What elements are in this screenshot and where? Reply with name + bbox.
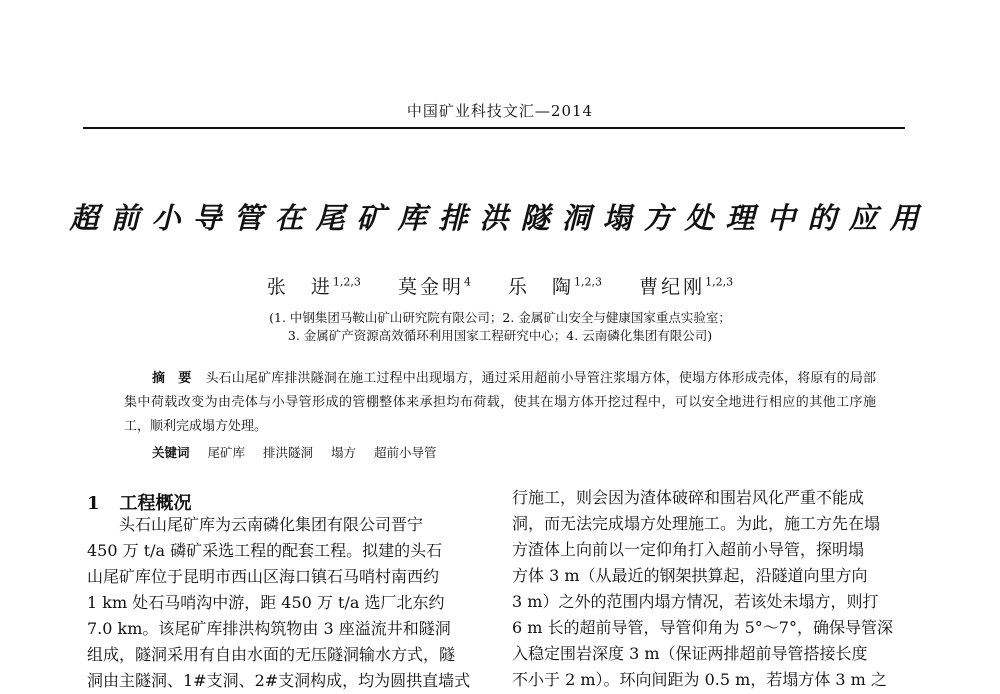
body-line: 洞由主隧洞、1#支洞、2#支洞构成，均为圆拱直墙式 (87, 671, 471, 690)
body-line: 入稳定围岩深度 3 m（保证两排超前导管搭接长度 (512, 644, 868, 663)
author-affiliation-marker: 1,2,3 (332, 275, 361, 289)
body-line: 行施工，则会因为渣体破碎和围岩风化严重不能成 (512, 488, 865, 507)
author (267, 276, 361, 298)
author (639, 276, 733, 298)
body-line: 山尾矿库位于昆明市西山区海口镇石马哨村南西约 (87, 567, 440, 586)
section-title: 工程概况 (119, 493, 192, 514)
author-list (0, 272, 1000, 299)
author (398, 276, 471, 298)
body-line: 6 m 长的超前导管，导管仰角为 5°～7°，确保导管深 (512, 618, 893, 637)
body-line: 1 km 处石马哨沟中游，距 450 万 t/a 选厂北东约 (87, 593, 445, 612)
author-affiliation-marker: 1,2,3 (705, 275, 734, 289)
body-line: 方体 3 m（从最近的钢架拱算起，沿隧道向里方向 (512, 566, 868, 585)
author-affiliation-marker: 4 (463, 275, 471, 289)
body-line: 洞，而无法完成塌方处理施工。为此，施工方先在塌 (512, 514, 881, 533)
keywords (152, 443, 451, 461)
header-rule (83, 127, 905, 129)
keyword: 尾矿库 (207, 445, 246, 460)
abstract-label: 摘 要 (152, 371, 192, 386)
body-line: 组成，隧洞采用有自由水面的无压隧洞输水方式，隧 (87, 645, 456, 664)
left-column (87, 512, 482, 694)
author-name: 曹纪刚 (639, 276, 706, 298)
right-column (512, 485, 907, 693)
body-line: 450 万 t/a 磷矿采选工程的配套工程。拟建的头石 (87, 541, 443, 560)
author-name: 张 进 (266, 276, 333, 298)
keyword: 塌方 (331, 445, 357, 460)
abstract-text: 头石山尾矿库排洪隧洞在施工过程中出现塌方，通过采用超前小导管注浆塌方体，使塌方体形成壳体，将原有的局部集中荷载改变为由壳体与小导管形成的管棚整体来承担均布荷载，使其在塌方体开挖过程中，可以安全地进行相应的其他工序施工，顺利完成塌方处理。 (124, 371, 876, 434)
keyword: 排洪隧洞 (263, 445, 314, 460)
affiliation-line: 3. 金属矿产资源高效循环利用国家工程研究中心；4. 云南磷化集团有限公司) (287, 328, 713, 343)
body-line: 7.0 km。该尾矿库排洪构筑物由 3 座溢流井和隧洞 (87, 619, 451, 638)
section-number: 1 (87, 493, 100, 514)
keywords-label: 关键词 (152, 445, 190, 460)
abstract (124, 367, 876, 439)
author-name: 莫金明 (397, 276, 464, 298)
author (508, 276, 602, 298)
affiliation-line: (1. 中钢集团马鞍山矿山研究院有限公司；2. 金属矿山安全与健康国家重点实验室； (269, 310, 731, 325)
body-line: 头石山尾矿库为云南磷化集团有限公司晋宁 (87, 515, 424, 534)
author-affiliation-marker: 1,2,3 (574, 275, 603, 289)
body-line: 方渣体上向前以一定仰角打入超前小导管，探明塌 (512, 540, 865, 559)
keyword: 超前小导管 (374, 445, 437, 460)
body-line: 不小于 2 m）。环向间距为 0.5 m，若塌方体 3 m 之 (512, 670, 887, 689)
author-name: 乐 陶 (508, 276, 575, 298)
paper-title: 超前小导管在尾矿库排洪隧洞塌方处理中的应用 (69, 201, 931, 235)
journal-header: 中国矿业科技文汇—2014 (406, 102, 594, 120)
body-line: 3 m）之外的范围内塌方情况，若该处未塌方，则打 (512, 592, 879, 611)
